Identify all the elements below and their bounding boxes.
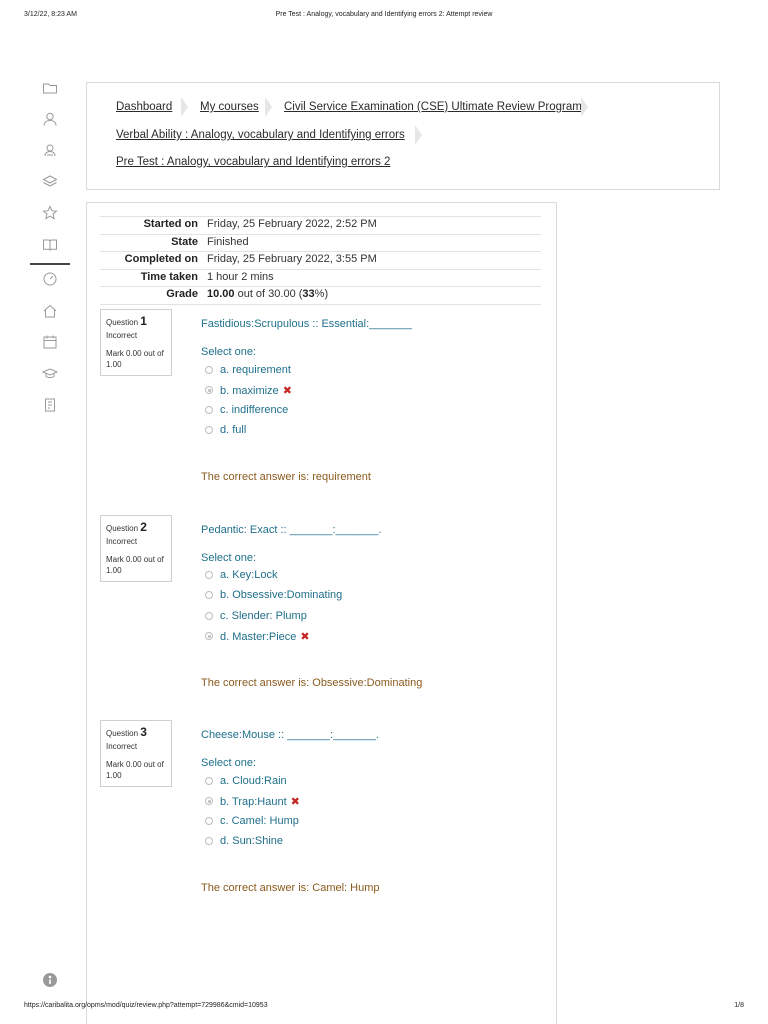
incorrect-icon: ✖ [282,385,292,397]
breadcrumb-my-courses[interactable]: My courses [200,101,259,113]
folder-icon[interactable] [42,80,58,96]
option-label: a. Key:Lock [220,569,278,581]
option-label: a. requirement [220,364,291,376]
state-label: State [171,235,198,248]
question-number: 1 [140,314,147,328]
participants-icon[interactable] [42,142,58,158]
option-label: c. Slender: Plump [220,610,307,622]
question-label: Question [106,729,139,738]
attempt-summary-table [100,216,541,305]
breadcrumb-course[interactable]: Civil Service Examination (CSE) Ultimate Review Program [284,101,582,113]
radio-button-selected[interactable] [205,386,213,394]
question-text: Cheese:Mouse :: _______:_______. [201,729,379,741]
incorrect-icon: ✖ [290,796,300,808]
user-profile-icon[interactable] [42,111,58,127]
summary-row-completed [100,252,541,270]
content-bank-icon[interactable] [42,397,58,413]
summary-row-started [100,217,541,235]
print-url: https://caribalita.org/opms/mod/quiz/review.php?attempt=729986&cmid=10953 [24,1002,268,1009]
question-number: 3 [140,725,147,739]
question-info-box [100,515,172,582]
correct-answer-feedback: The correct answer is: requirement [201,471,371,483]
grade-score: 10.00 [207,288,235,301]
question-mark: Mark 0.00 out of 1.00 [106,760,164,780]
time-value: 1 hour 2 mins [207,270,274,283]
radio-button[interactable] [205,837,213,845]
breadcrumb-separator-icon [181,97,188,117]
radio-button[interactable] [205,426,213,434]
grade-percent: 33 [302,288,315,301]
option-label: d. full [220,424,247,436]
active-indicator [30,263,70,265]
radio-button[interactable] [205,571,213,579]
radio-button[interactable] [205,777,213,785]
option-text: b. Trap:Haunt [220,796,287,808]
radio-button[interactable] [205,612,213,620]
option-label: a. Cloud:Rain [220,775,287,787]
option-label: d. Sun:Shine [220,835,283,847]
select-one-label: Select one: [201,757,257,769]
grade-percent-end: %) [314,288,329,301]
option-label [220,795,300,808]
breadcrumb-separator-icon [265,97,272,117]
question-mark: Mark 0.00 out of 1.00 [106,555,164,575]
incorrect-icon: ✖ [300,631,310,643]
print-title: Pre Test : Analogy, vocabulary and Identifying errors 2: Attempt review [275,11,493,18]
radio-button[interactable] [205,591,213,599]
radio-button-selected[interactable] [205,632,213,640]
question-text: Fastidious:Scrupulous :: Essential:_______ [201,318,412,330]
select-one-label: Select one: [201,346,257,358]
graduation-cap-icon[interactable] [42,366,58,382]
radio-button[interactable] [205,406,213,414]
layers-icon[interactable] [42,174,58,190]
breadcrumb-section[interactable]: Verbal Ability : Analogy, vocabulary and Identifying errors [116,129,405,141]
question-info-box [100,720,172,787]
summary-row-time [100,270,541,288]
completed-value: Friday, 25 February 2022, 3:55 PM [207,253,377,266]
started-value: Friday, 25 February 2022, 2:52 PM [207,218,377,230]
print-page-number: 1/8 [734,1002,744,1009]
question-mark: Mark 0.00 out of 1.00 [106,349,164,369]
breadcrumb-quiz[interactable]: Pre Test : Analogy, vocabulary and Identifying errors 2 [116,156,391,168]
question-state: Incorrect [106,742,138,751]
summary-row-state [100,235,541,253]
option-text: d. Master:Piece [220,631,297,643]
question-label: Question [106,318,139,327]
question-label: Question [106,524,139,533]
summary-row-grade [100,287,541,305]
help-icon[interactable] [42,972,58,988]
select-one-label: Select one: [201,552,257,564]
book-icon[interactable] [42,237,58,253]
dashboard-gauge-icon[interactable] [42,271,58,287]
correct-answer-feedback: The correct answer is: Obsessive:Dominating [201,677,423,689]
option-label [220,630,310,643]
state-value: Finished [207,235,249,248]
question-number: 2 [140,520,147,534]
started-label: Started on [143,218,198,230]
option-label: b. Obsessive:Dominating [220,589,343,601]
option-label: c. indifference [220,404,289,416]
time-label: Time taken [140,270,198,283]
print-datetime: 3/12/22, 8:23 AM [24,11,77,18]
calendar-icon[interactable] [42,334,58,350]
question-state: Incorrect [106,331,138,340]
option-label: c. Camel: Hump [220,815,299,827]
breadcrumb-separator-icon [581,97,588,117]
completed-label: Completed on [124,253,198,266]
radio-button-selected[interactable] [205,797,213,805]
question-info-box [100,309,172,376]
radio-button[interactable] [205,817,213,825]
radio-button[interactable] [205,366,213,374]
home-icon[interactable] [42,303,58,319]
grade-value [207,288,328,300]
breadcrumb-separator-icon [415,125,422,145]
question-state: Incorrect [106,537,138,546]
breadcrumb-dashboard[interactable]: Dashboard [116,101,173,113]
option-text: b. maximize [220,385,279,397]
grade-out-of: out of 30.00 ( [234,288,303,301]
correct-answer-feedback: The correct answer is: Camel: Hump [201,882,380,894]
grade-label: Grade [166,288,198,301]
star-icon[interactable] [42,205,58,221]
option-label [220,384,292,397]
question-text: Pedantic: Exact :: _______:_______. [201,524,382,536]
